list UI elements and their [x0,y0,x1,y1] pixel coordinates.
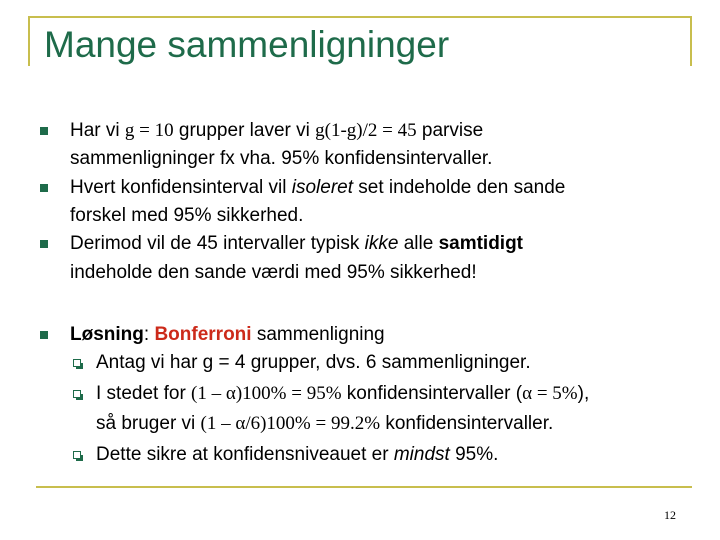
text: ), [577,383,590,404]
sub-bullet-1: Antag vi har g = 4 grupper, dvs. 6 sammenligninger. [96,352,531,373]
emphasis-isoleret: isoleret [291,177,354,198]
hollow-square-bullet-icon [73,451,81,459]
emphasis-mindst: mindst [393,444,450,465]
footer-rule [36,486,692,488]
hollow-square-bullet-icon [73,390,81,398]
title-frame-left-rule [28,16,30,66]
math-pairs-formula: g(1-g)/2 = 45 [315,120,417,141]
bullet-2-line-2: forskel med 95% sikkerhed. [70,205,304,226]
text: Dette sikre at konfidensniveauet er [96,444,394,465]
bonferroni-highlight: Bonferroni [154,324,252,345]
math-confidence-95: (1 – α)100% = 95% [191,383,342,404]
bullet-1-line-1 [70,121,483,140]
text: grupper laver vi [173,120,316,141]
text: : [143,324,155,345]
title-frame-top-rule [28,16,692,18]
square-bullet-icon [40,184,48,192]
math-alpha-5: α = 5% [522,383,578,404]
emphasis-ikke: ikke [364,233,399,254]
text: Har vi [70,120,125,141]
text: 95%. [449,444,499,465]
sub-bullet-3 [96,445,498,464]
hollow-square-bullet-icon [73,359,81,367]
text: sammenligning [251,324,385,345]
bullet-4-line-1 [70,325,385,344]
bullet-2-line-1 [70,178,565,197]
page-number: 12 [664,508,676,522]
math-g-equals-10: g = 10 [124,120,174,141]
text: konfidensintervaller ( [341,383,523,404]
text: alle [398,233,439,254]
sub-bullet-2-line-2 [96,414,553,433]
math-confidence-99-2: (1 – α/6)100% = 99.2% [200,413,381,434]
bullet-3-line-2: indeholde den sande værdi med 95% sikkerhed! [70,262,477,283]
text: parvise [416,120,484,141]
square-bullet-icon [40,331,48,339]
square-bullet-icon [40,127,48,135]
slide-title: Mange sammenligninger [44,24,450,65]
text: I stedet for [96,383,192,404]
bullet-1-line-2: sammenligninger fx vha. 95% konfidensintervaller. [70,148,493,169]
text: Hvert konfidensinterval vil [70,177,292,198]
sub-bullet-2-line-1 [96,384,589,403]
title-frame-right-rule [690,16,692,66]
text: Derimod vil de 45 intervaller typisk [70,233,365,254]
solution-label: Løsning [70,324,144,345]
text: så bruger vi [96,413,201,434]
text: set indeholde den sande [353,177,566,198]
square-bullet-icon [40,240,48,248]
text: konfidensintervaller. [380,413,554,434]
bullet-3-line-1 [70,234,523,253]
emphasis-samtidigt: samtidigt [438,233,524,254]
